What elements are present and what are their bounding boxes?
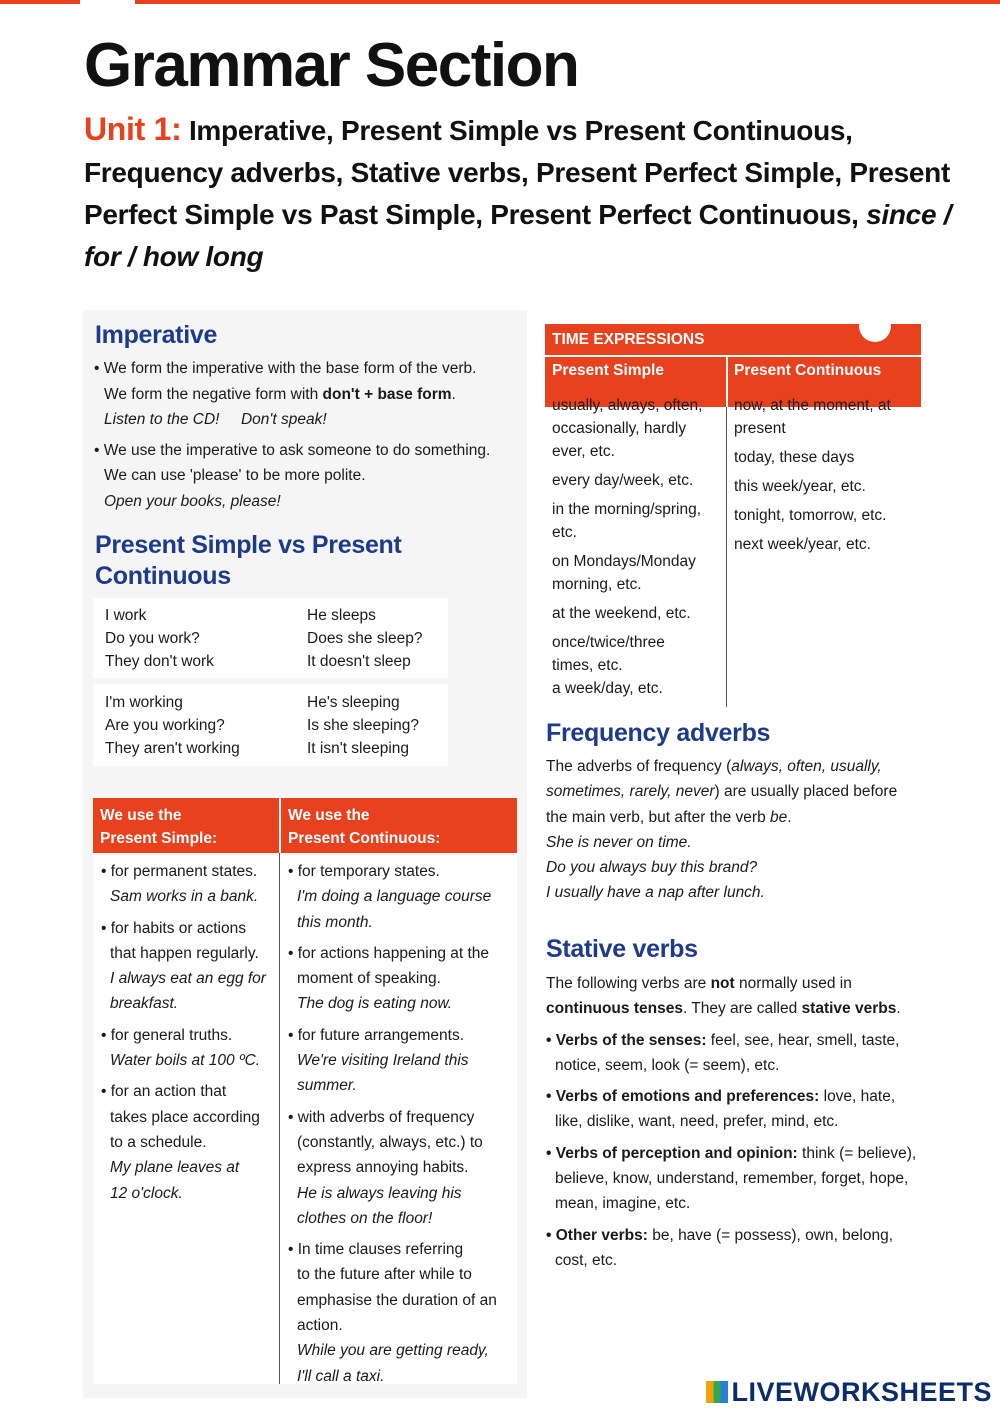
uses-table (93, 798, 517, 1384)
usage-rule-line: • for temporary states. (288, 863, 440, 880)
stative-emotions: • Verbs of emotions and preferences: love, hate, like, dislike, want, need, prefer, mind, etc. (546, 1088, 896, 1131)
time-expression (734, 475, 919, 498)
time-expression (552, 394, 727, 463)
usage-item (101, 859, 279, 910)
time-expressions-simple-header: Present Simple (552, 362, 664, 379)
usage-item (101, 1079, 279, 1205)
uses-continuous-list (288, 853, 516, 1389)
page-title: Grammar Section (84, 31, 579, 100)
usage-item (288, 1023, 516, 1099)
time-expression (734, 533, 919, 556)
usage-rule-line: • for habits or actions (101, 919, 246, 937)
ps-vs-pc-heading: Present Simple vs Present Continuous (95, 531, 402, 590)
imperative-heading: Imperative (95, 321, 218, 349)
tab-notch (859, 310, 891, 342)
time-expressions-title: TIME EXPRESSIONS (545, 324, 921, 355)
usage-rule-line: • for permanent states. (101, 863, 258, 880)
usage-item (288, 1105, 516, 1231)
time-expression (552, 469, 727, 492)
liveworksheets-logo[interactable]: LIVEWORKSHEETS (706, 1377, 992, 1408)
stative-intro: The following verbs are not normally used in continuous tenses. They are called stative verbs. (546, 975, 901, 1018)
usage-example-line: He is always leaving his (297, 1184, 462, 1202)
frequency-text: The adverbs of frequency (always, often, usually, sometimes, rarely, never) are usually placed before the main verb, but after the verb be. She is never on time. Do you always buy this brand? I usually have a nap after lunch. (546, 758, 898, 902)
usage-rule-line: takes place according (110, 1108, 260, 1126)
usage-rule-line: • for an action that (101, 1083, 227, 1101)
frequency-heading: Frequency adverbs (546, 719, 771, 747)
time-expression-line: morning, etc. (552, 576, 642, 593)
time-expression (552, 602, 727, 625)
time-expression-line: now, at the moment, at (734, 397, 891, 414)
logo-icon (706, 1381, 728, 1403)
time-expression (552, 550, 727, 596)
time-expression (552, 498, 727, 544)
unit-label: Unit 1: (84, 111, 182, 147)
unit-topic-italic: since / for / how long (84, 199, 952, 272)
imperative-rules (94, 356, 514, 514)
imperative-example-2: Open your books, please! (104, 492, 281, 510)
time-expression-line: this week/year, etc. (734, 478, 866, 495)
usage-item (288, 859, 516, 935)
usage-item (288, 1237, 516, 1389)
time-expressions-continuous-header: Present Continuous (734, 362, 882, 379)
top-accent-bar (0, 0, 1000, 4)
usage-item (288, 941, 516, 1017)
usage-rule-line: to a schedule. (110, 1133, 207, 1151)
usage-rule-line: • for actions happening at the (288, 944, 490, 962)
usage-item (101, 1023, 279, 1074)
stative-perception: • Verbs of perception and opinion: think (= believe), believe, know, understand, remember, forget, hope, mean, imagine, etc. (546, 1144, 917, 1213)
usage-example-line: Sam works in a bank. (110, 888, 259, 906)
stative-other: • Other verbs: be, have (= possess), own, belong, cost, etc. (546, 1226, 894, 1269)
usage-example-line: We're visiting Ireland this (297, 1052, 469, 1070)
usage-example-line: 12 o'clock. (110, 1184, 183, 1202)
frequency-example-1: She is never on time. (546, 833, 692, 851)
time-expression (734, 394, 919, 440)
stative-heading: Stative verbs (546, 935, 698, 963)
usage-rule-line: • for future arrangements. (288, 1026, 465, 1044)
time-expression-line: usually, always, often, (552, 397, 703, 414)
time-expression (552, 631, 727, 700)
usage-rule-line: • for general truths. (101, 1026, 233, 1044)
usage-rule-line: express annoying habits. (297, 1159, 469, 1177)
time-expression-line: today, these days (734, 449, 855, 466)
usage-example-line: The dog is eating now. (297, 995, 453, 1013)
usage-example-line: I always eat an egg for (110, 970, 266, 988)
usage-rule-line: moment of speaking. (297, 970, 441, 988)
time-expression-line: tonight, tomorrow, etc. (734, 507, 887, 524)
stative-text (546, 971, 946, 1279)
imperative-please-rule: We can use 'please' to be more polite. (104, 467, 366, 484)
usage-example-line: this month. (297, 913, 373, 931)
imperative-example-1: Listen to the CD! Don't speak! (104, 411, 327, 428)
time-expression-line: present (734, 420, 786, 437)
usage-rule-line: to the future after while to (297, 1266, 472, 1284)
time-expression-line: every day/week, etc. (552, 472, 694, 489)
usage-rule-line: action. (297, 1317, 343, 1335)
usage-example-line: I'll call a taxi. (297, 1367, 385, 1385)
stative-senses: • Verbs of the senses: feel, see, hear, smell, taste, notice, seem, look (= seem), etc. (546, 1031, 900, 1074)
uses-simple-list (101, 853, 279, 1206)
time-expression-line: a week/day, etc. (552, 680, 663, 697)
usage-rule-line: (constantly, always, etc.) to (297, 1133, 483, 1151)
usage-example-line: My plane leaves at (110, 1159, 240, 1177)
time-expression-line: times, etc. (552, 657, 623, 674)
usage-rule-line: emphasise the duration of an (297, 1291, 497, 1309)
uses-header-continuous: We use the Present Continuous: (281, 798, 517, 853)
imperative-rule-2: • We use the imperative to ask someone to do something. (94, 441, 491, 459)
usage-rule-line: • with adverbs of frequency (288, 1108, 475, 1126)
usage-example-line: breakfast. (110, 995, 179, 1013)
time-expression (734, 504, 919, 527)
time-expression-line: ever, etc. (552, 443, 615, 460)
time-expression-line: once/twice/three (552, 634, 665, 651)
frequency-example-2: Do you always buy this brand? (546, 859, 758, 877)
uses-header-simple: We use the Present Simple: (93, 798, 279, 853)
unit-topic-list: Imperative, Present Simple vs Present Continuous, Frequency adverbs, Stative verbs, Present Perfect Simple, Present Perfect Simple vs Past Simple, Present Perfect Continuous, (84, 115, 951, 230)
time-expressions-table (545, 324, 921, 707)
time-expression-line: at the weekend, etc. (552, 605, 691, 622)
time-expressions-continuous-list (734, 394, 919, 562)
usage-rule-line: that happen regularly. (110, 944, 259, 962)
unit-topics (84, 108, 964, 278)
time-expressions-simple-list (552, 394, 727, 706)
usage-rule-line: • In time clauses referring (288, 1241, 464, 1259)
usage-example-line: clothes on the floor! (297, 1209, 433, 1227)
usage-example-line: While you are getting ready, (297, 1342, 489, 1360)
imperative-rule-1: • We form the imperative with the base form of the verb. (94, 360, 477, 377)
time-expression-line: etc. (552, 524, 577, 541)
usage-example-line: I'm doing a language course (297, 888, 492, 906)
usage-item (101, 916, 279, 1017)
imperative-negative-rule: We form the negative form with don't + base form. (104, 385, 456, 403)
time-expression-line: next week/year, etc. (734, 536, 871, 553)
time-expression-line: in the morning/spring, (552, 501, 702, 518)
time-expression-line: occasionally, hardly (552, 420, 687, 437)
usage-example-line: Water boils at 100 ºC. (110, 1052, 261, 1070)
frequency-example-3: I usually have a nap after lunch. (546, 884, 765, 902)
usage-example-line: summer. (297, 1077, 357, 1095)
time-expression (734, 446, 919, 469)
time-expression-line: on Mondays/Monday (552, 553, 696, 570)
